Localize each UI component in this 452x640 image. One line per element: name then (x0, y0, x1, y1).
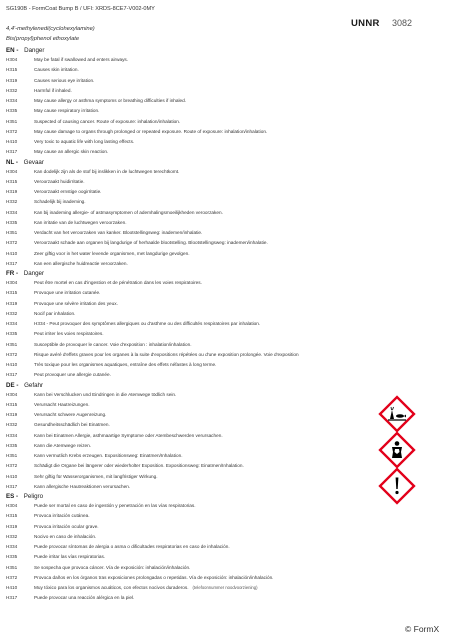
hazard-note: (telefoonnummer noodvoorziening) (192, 585, 258, 590)
exclamation-pictogram-icon (378, 467, 416, 505)
hazard-text (34, 451, 406, 461)
section-de (6, 381, 406, 493)
hazard-statement-row (6, 563, 406, 573)
hazard-code: H304 (6, 280, 18, 285)
section-heading: NL - Gevaar (6, 158, 44, 166)
hazard-statement-row (6, 167, 406, 177)
hazard-text (34, 340, 406, 350)
hazard-code: H410 (6, 250, 18, 256)
hazard-code: H372 (6, 351, 18, 357)
product-reference-line: SG190B - FormCoat Bump B / UFI: XRDS-8CE7-V002-0MY (6, 6, 155, 12)
hazard-code: H372 (6, 463, 18, 469)
hazard-text-value: Puede irritar las vías respiratorias. (34, 554, 106, 560)
hazard-code: H335 (6, 554, 18, 560)
hazard-text (34, 147, 406, 157)
hazard-statement-row (6, 329, 406, 339)
hazard-text (34, 96, 406, 106)
hazard-text-value: Nocivo en caso de inhalación. (34, 533, 97, 539)
hazard-statement-row (6, 360, 406, 370)
hazard-code: H315 (6, 67, 18, 73)
hazard-statement-row (6, 431, 406, 441)
hazard-text-value: Kann bei Einatmen Allergie, asthmaartige Symptome oder Atembeschwerden verursachen. (34, 432, 223, 438)
hazard-text-value: Sehr giftig für Wasserorganismen, mit langfristiger Wirkung. (34, 473, 158, 479)
hazard-code: H304 (6, 168, 18, 174)
section-es (6, 492, 406, 604)
hazard-code: H319 (6, 300, 18, 306)
hazard-statement-row (6, 86, 406, 96)
hazard-text-value: Verursacht schwere Augenreizung. (34, 412, 107, 417)
hazard-code: H335 (6, 442, 18, 448)
hazard-statement-row (6, 420, 406, 430)
hazard-text (34, 137, 406, 147)
hazard-text-value: Provoca irritación ocular grave. (34, 523, 99, 529)
hazard-text (34, 400, 406, 410)
hazard-statement-row (6, 137, 406, 147)
hazard-statement-row (6, 249, 406, 259)
hazard-text-value: Puede ser mortal en caso de ingestión y penetración en las vías respiratorias. (34, 503, 196, 508)
hazard-statement-row (6, 309, 406, 319)
hazard-text (34, 350, 406, 360)
language-code: ES (6, 493, 15, 500)
health-hazard-pictogram-icon (378, 431, 416, 469)
hazard-text-value: Nocif par inhalation. (34, 310, 76, 316)
hazard-text (34, 127, 406, 137)
hazard-text-value: May cause an allergic skin reaction. (34, 149, 109, 155)
hazard-text-value: May cause respiratory irritation. (34, 108, 100, 114)
hazard-code: H335 (6, 331, 18, 337)
section-heading: ES - Peligro (6, 493, 44, 500)
hazard-statement-row (6, 96, 406, 106)
hazard-code: H315 (6, 178, 18, 184)
hazard-text-value: Gesundheitsschädlich bei Einatmen. (34, 422, 110, 428)
hazard-text-value: Causes skin irritation. (34, 67, 79, 73)
hazard-code: H317 (6, 372, 18, 378)
language-code: FR (6, 270, 15, 277)
hazard-code: H351 (6, 564, 18, 570)
hazard-code: H332 (6, 422, 18, 428)
hazard-statement-row (6, 106, 406, 116)
hazard-text-value: May cause damage to organs through prolonged or repeated exposure. Route of exposure: inhalation/inhalation. (34, 128, 268, 134)
hazard-text (34, 187, 406, 197)
hazard-text-value: Schadelijk bij inademing. (34, 199, 86, 205)
hazard-statement-row (6, 390, 406, 400)
hazard-code: H335 (6, 219, 18, 225)
hazard-code: H304 (6, 503, 18, 508)
hazard-statement-row (6, 511, 406, 521)
hazard-statement-row (6, 501, 406, 511)
hazard-code: H319 (6, 523, 18, 529)
hazard-text (34, 542, 406, 552)
signal-word: Gefahr (24, 381, 44, 389)
hazard-statement-row (6, 238, 406, 248)
hazard-statement-row (6, 228, 406, 238)
hazard-statement-row (6, 583, 406, 593)
hazard-text-value: Peut irriter les voies respiratoires. (34, 331, 104, 337)
substance-line-2: Bis(propyl)phenol ethoxylate (6, 36, 80, 42)
hazard-code: H410 (6, 139, 18, 144)
hazard-text (34, 167, 406, 177)
hazard-code: H351 (6, 230, 18, 235)
hazard-text (34, 573, 406, 583)
hazard-code: H410 (6, 585, 18, 590)
hazard-code: H351 (6, 118, 18, 124)
hazard-statement-row (6, 55, 406, 65)
substance-line-1: 4,4'-methylenedi(cyclohexylamine) (6, 26, 95, 32)
language-code: NL (6, 158, 15, 166)
hazard-text (34, 228, 406, 238)
language-code: EN (6, 47, 15, 54)
hazard-statement-row (6, 299, 406, 309)
hazard-text-value: Puede provocar una reacción alérgica en la piel. (34, 595, 135, 601)
hazard-code: H334 (6, 209, 18, 215)
hazard-code: H319 (6, 412, 18, 417)
hazard-text-value: Kan bij inademing allergie- of astmasymptomen of ademhalingsmoeilijkheden veroorzaken. (34, 209, 223, 215)
hazard-text (34, 117, 406, 127)
section-fr (6, 269, 406, 381)
hazard-statement-row (6, 259, 406, 269)
hazard-text (34, 563, 406, 573)
hazard-code: H315 (6, 290, 18, 296)
hazard-statement-row (6, 542, 406, 552)
hazard-statement-row (6, 127, 406, 137)
hazard-text (34, 532, 406, 542)
hazard-text-value: May cause allergy or asthma symptoms or breathing difficulties if inhaled. (34, 98, 187, 103)
hazard-text (34, 522, 406, 532)
hazard-statement-row (6, 187, 406, 197)
hazard-statement-row (6, 278, 406, 288)
hazard-code: H304 (6, 391, 18, 397)
hazard-text-value: Causes serious eye irritation. (34, 77, 95, 83)
hazard-text (34, 370, 406, 380)
hazard-statement-row (6, 552, 406, 562)
hazard-text-value: Provoca daños en los órganos tras exposiciones prolongadas o repetidas. Vía de exposición: inhalación/inhalación. (34, 574, 274, 580)
unnr-label: UNNR (351, 18, 380, 29)
hazard-text (34, 288, 406, 298)
hazard-text-value: Muy tóxico para los organismos acuáticos, con efectos nocivos duraderos. (34, 585, 189, 590)
hazard-text (34, 278, 406, 288)
hazard-text-value: H334 - Peut provoquer des symptômes allergiques ou d'asthme ou des difficultés respiratoires par inhalation. (34, 321, 261, 326)
hazard-code: H304 (6, 57, 18, 62)
hazard-code: H410 (6, 362, 18, 367)
language-code: DE (6, 381, 15, 389)
hazard-text (34, 208, 406, 218)
hazard-text (34, 218, 406, 228)
hazard-text-value: Kan irritatie van de luchtwegen veroorzaken. (34, 219, 127, 225)
hazard-code: H332 (6, 533, 18, 539)
hazard-text-value: Provoque une irritation cutanée. (34, 290, 101, 296)
hazard-text-value: Veroorzaakt ernstige oogirritatie. (34, 189, 102, 194)
hazard-code: H332 (6, 199, 18, 205)
hazard-code: H317 (6, 483, 18, 489)
hazard-text-value: Susceptible de provoquer le cancer. Voie d'exposition : inhalation/inhalation. (34, 341, 192, 347)
environment-pictogram-icon (378, 395, 416, 433)
hazard-text (34, 55, 406, 65)
hazard-statements (6, 46, 406, 604)
signal-word: Danger (24, 47, 45, 54)
hazard-text (34, 309, 406, 319)
hazard-code: H334 (6, 98, 18, 103)
hazard-text-value: Schädigt die Organe bei längerer oder wiederholter Exposition. Expositionsweg: Einatmen/Inhalation. (34, 463, 244, 469)
hazard-statement-row (6, 482, 406, 492)
section-en (6, 46, 406, 158)
signal-word: Danger (23, 270, 45, 277)
hazard-text (34, 249, 406, 259)
hazard-statement-row (6, 400, 406, 410)
hazard-text (34, 65, 406, 75)
hazard-text-value: May be fatal if swallowed and enters airways. (34, 57, 129, 62)
hazard-text-value: Kann vermutlich Krebs erzeugen. Expositionsweg: Einatmen/Inhalation. (34, 453, 183, 458)
section-heading: DE - Gefahr (6, 381, 44, 389)
hazard-text-value: Veroorzaakt huidirritatie. (34, 178, 85, 184)
hazard-code: H351 (6, 341, 18, 347)
hazard-code: H317 (6, 260, 18, 266)
hazard-text-value: Suspected of causing cancer. Route of exposure: inhalation/inhalation. (34, 118, 181, 124)
hazard-statement-row (6, 340, 406, 350)
hazard-statement-row (6, 218, 406, 228)
hazard-text (34, 593, 406, 603)
hazard-text (34, 106, 406, 116)
hazard-code: H410 (6, 473, 18, 479)
hazard-statement-row (6, 410, 406, 420)
hazard-text-value: Verdacht van het veroorzaken van kanker. Blootstellingsweg: inademen/inhalatie. (34, 230, 203, 235)
hazard-text-value: Very toxic to aquatic life with long lasting effects. (34, 139, 135, 144)
hazard-text (34, 583, 406, 593)
hazard-text-value: Veroorzaakt schade aan organen bij langdurige of herhaalde blootstelling. Blootstellingsweg: inademen/inhalatie. (34, 240, 268, 246)
hazard-statement-row (6, 441, 406, 451)
hazard-statement-row (6, 147, 406, 157)
hazard-statement-row (6, 319, 406, 329)
hazard-text-value: Peut être mortel en cas d'ingestion et de pénétration dans les voies respiratoires. (34, 280, 202, 285)
hazard-code: H319 (6, 189, 18, 194)
hazard-statement-row (6, 288, 406, 298)
hazard-text-value: Puede provocar síntomas de alergia o asma o dificultades respiratorias en caso de inhalación. (34, 544, 230, 549)
unnr-value: 3082 (392, 18, 413, 28)
hazard-code: H332 (6, 87, 18, 93)
hazard-text-value: Zeer giftig voor in het water levende organismen, met langdurige gevolgen. (34, 250, 190, 256)
hazard-statement-row (6, 593, 406, 603)
hazard-text (34, 390, 406, 400)
hazard-text (34, 299, 406, 309)
hazard-statement-row (6, 65, 406, 75)
hazard-code: H335 (6, 108, 18, 114)
hazard-statement-row (6, 117, 406, 127)
hazard-text-value: Provoca irritación cutánea. (34, 513, 90, 519)
hazard-text (34, 472, 406, 482)
hazard-statement-row (6, 76, 406, 86)
hazard-text (34, 431, 406, 441)
hazard-code: H334 (6, 544, 18, 549)
hazard-text (34, 238, 406, 248)
hazard-text (34, 177, 406, 187)
hazard-statement-row (6, 370, 406, 380)
hazard-text (34, 197, 406, 207)
hazard-code: H351 (6, 453, 18, 458)
hazard-text (34, 552, 406, 562)
hazard-text (34, 441, 406, 451)
hazard-code: H334 (6, 432, 18, 438)
hazard-text (34, 511, 406, 521)
hazard-code: H372 (6, 574, 18, 580)
hazard-statement-row (6, 350, 406, 360)
hazard-statement-row (6, 197, 406, 207)
signal-word: Gevaar (23, 158, 44, 166)
hazard-text (34, 501, 406, 511)
hazard-text-value: Kan een allergische huidreactie veroorzaken. (34, 260, 128, 266)
hazard-text-value: Kann allergische Hautreaktionen verursachen. (34, 483, 131, 489)
hazard-text (34, 420, 406, 430)
hazard-code: H317 (6, 149, 18, 155)
hazard-text-value: Très toxique pour les organismes aquatiques, entraîne des effets néfastes à long terme. (34, 362, 217, 367)
section-heading: EN - Danger (6, 47, 45, 54)
hazard-code: H372 (6, 240, 18, 246)
hazard-text (34, 86, 406, 96)
hazard-code: H315 (6, 401, 18, 407)
hazard-code: H332 (6, 310, 18, 316)
section-heading: FR - Danger (6, 270, 45, 277)
hazard-statement-row (6, 451, 406, 461)
hazard-statement-row (6, 208, 406, 218)
hazard-text-value: Kann bei Verschlucken und Eindringen in die Atemwege tödlich sein. (34, 391, 177, 397)
hazard-text (34, 329, 406, 339)
hazard-code: H319 (6, 77, 18, 83)
hazard-statement-row (6, 461, 406, 471)
hazard-statement-row (6, 472, 406, 482)
hazard-code: H372 (6, 128, 18, 134)
hazard-text-value: Provoque une sévère irritation des yeux. (34, 300, 118, 306)
hazard-text-value: Kan dodelijk zijn als de stof bij inslikken in de luchtwegen terechtkomt. (34, 168, 180, 174)
hazard-text (34, 319, 406, 329)
hazard-text-value: Kann die Atemwege reizen. (34, 442, 92, 448)
hazard-statement-row (6, 177, 406, 187)
signal-word: Peligro (23, 493, 44, 500)
hazard-text-value: Peut provoquer une allergie cutanée. (34, 372, 111, 378)
hazard-text (34, 482, 406, 492)
section-nl (6, 158, 406, 270)
hazard-text (34, 76, 406, 86)
hazard-text-value: Risque avéré d'effets graves pour les organes à la suite d'expositions répétées ou d'une exposition prolongée. Voie d'exposition (34, 351, 299, 357)
hazard-code: H315 (6, 513, 18, 519)
hazard-text-value: Se sospecha que provoca cáncer. Vía de exposición: inhalación/inhalación. (34, 564, 191, 570)
hazard-statement-row (6, 532, 406, 542)
hazard-text-value: Harmful if inhaled. (34, 87, 72, 93)
hazard-text (34, 360, 406, 370)
hazard-text (34, 461, 406, 471)
hazard-statement-row (6, 522, 406, 532)
copyright-notice: © FormX (405, 624, 440, 634)
hazard-code: H317 (6, 595, 18, 601)
hazard-text (34, 410, 406, 420)
hazard-statement-row (6, 573, 406, 583)
hazard-text-value: Verursacht Hautreizungen. (34, 401, 90, 407)
hazard-code: H334 (6, 321, 18, 326)
hazard-text (34, 259, 406, 269)
